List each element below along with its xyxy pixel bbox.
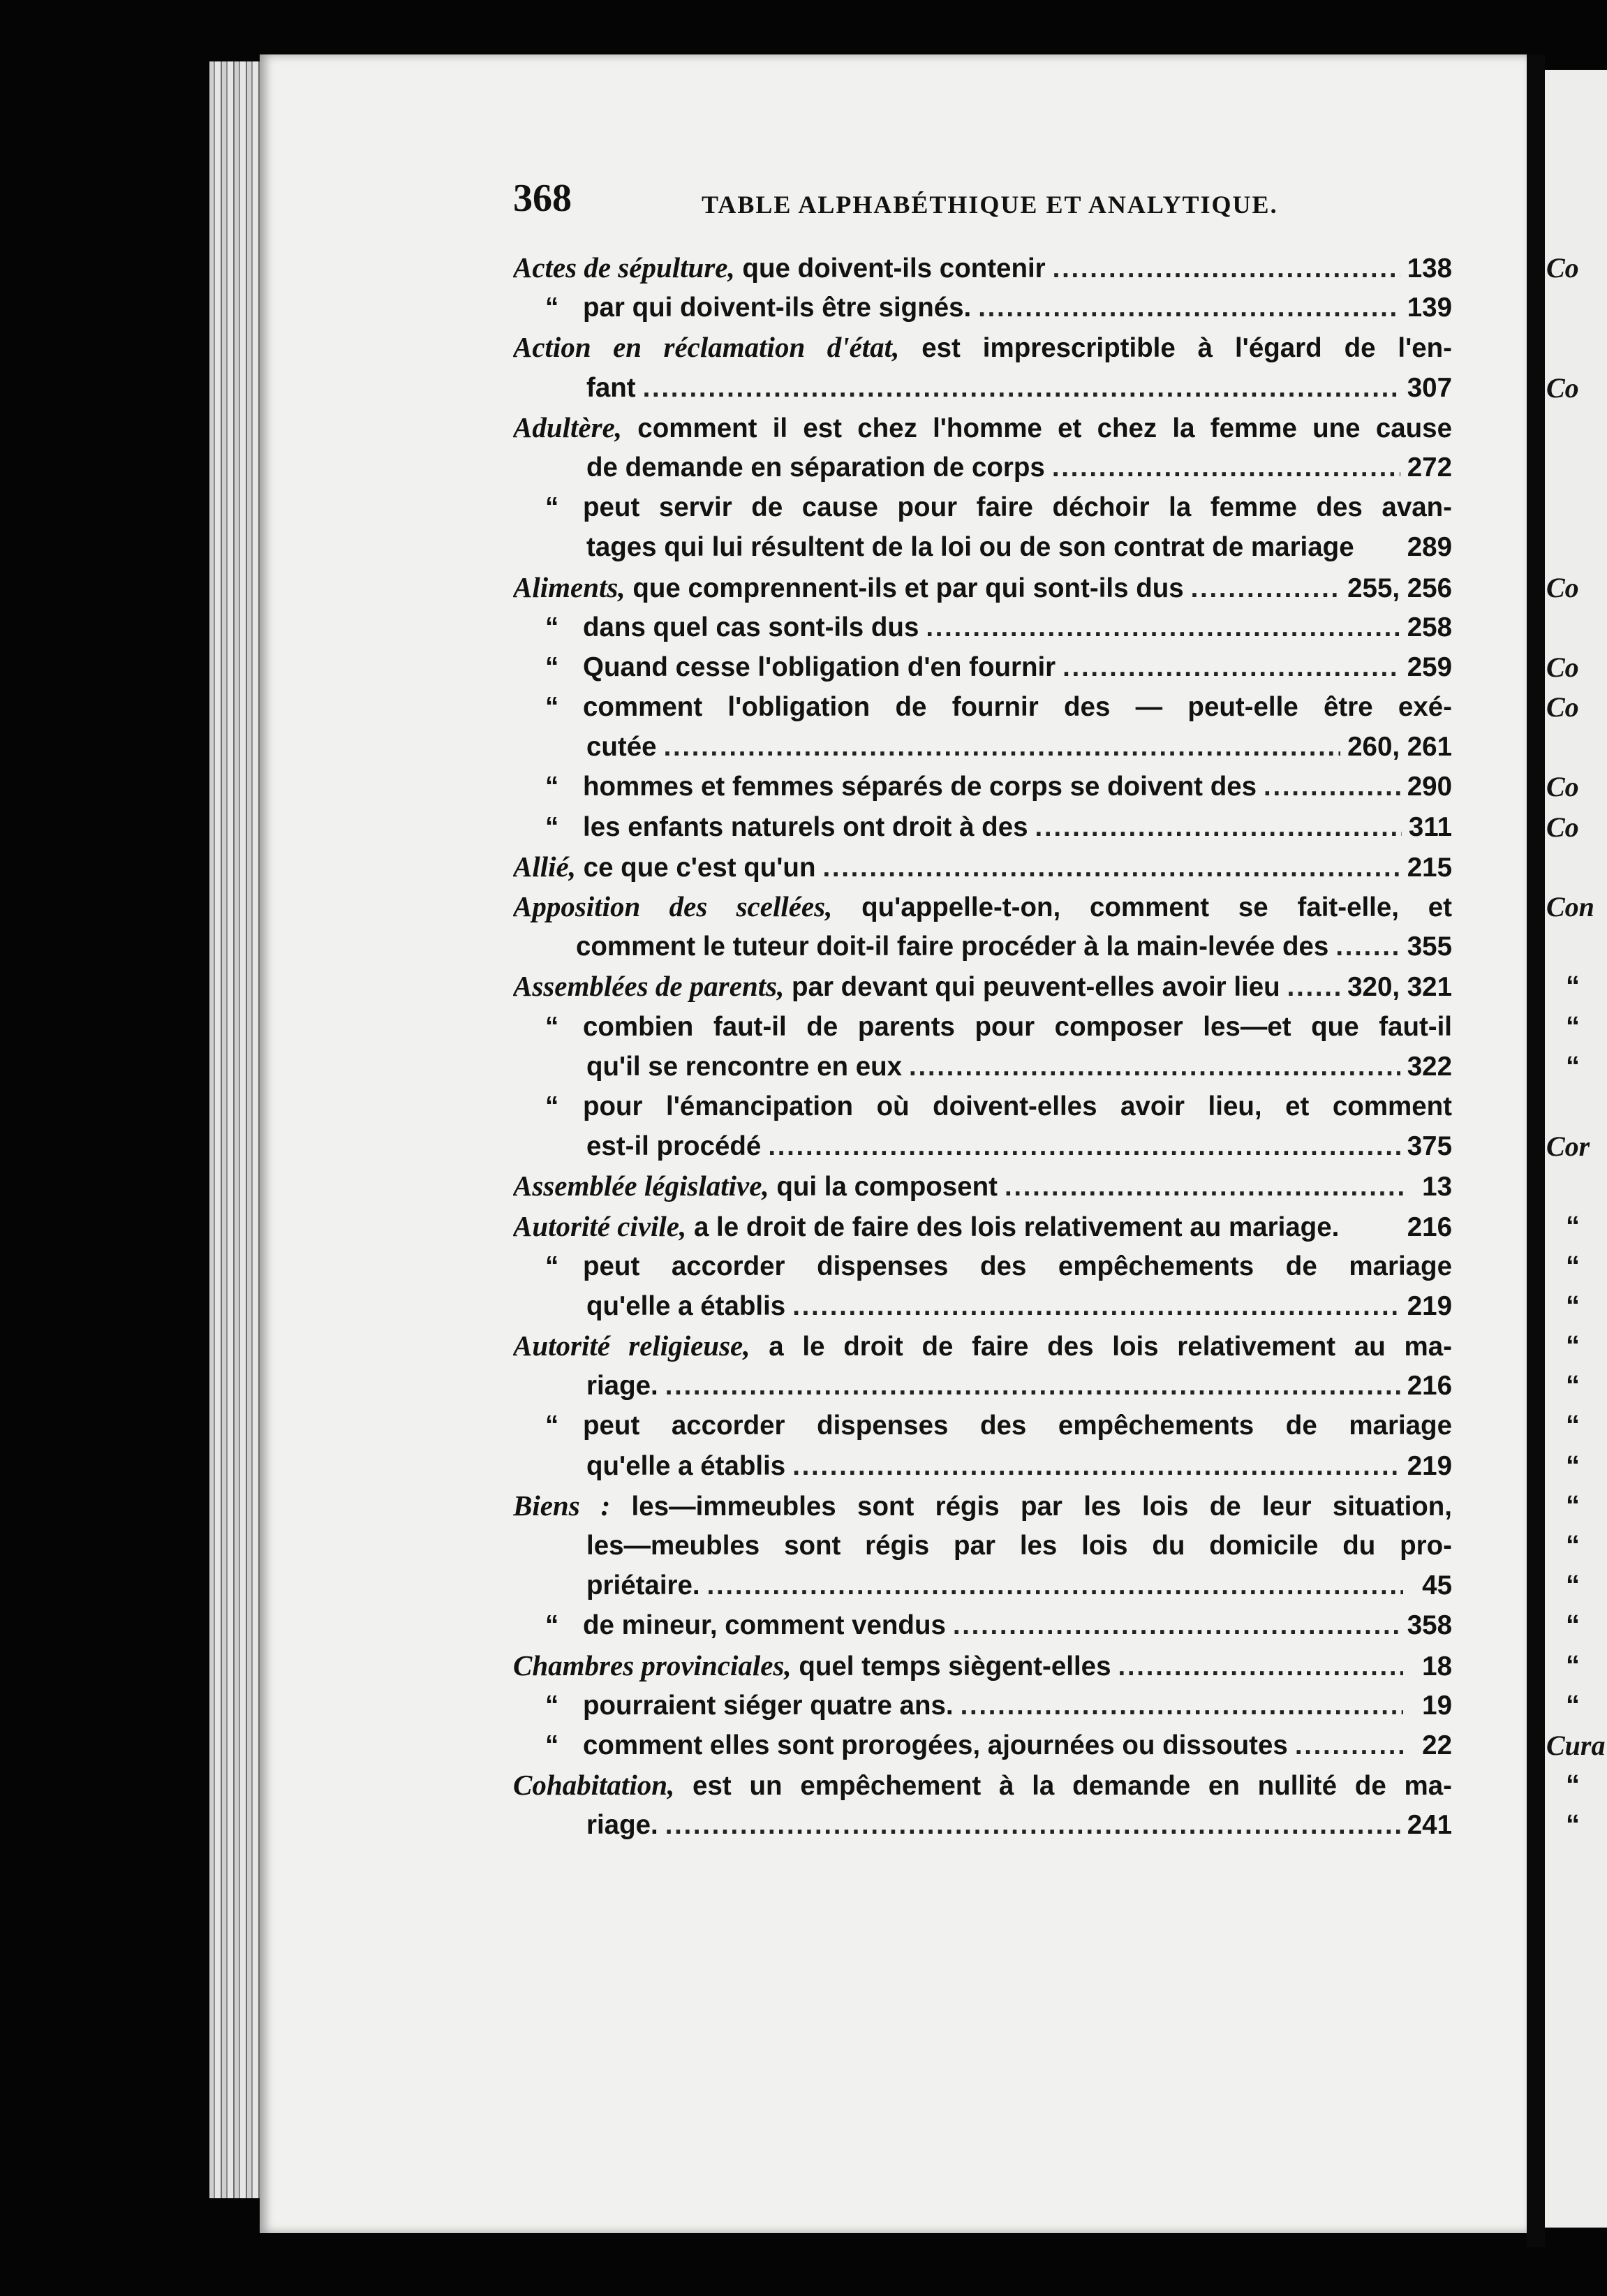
index-line [513, 1326, 1452, 1366]
facing-page-fragment: “ [1566, 1290, 1580, 1321]
index-description: pourraient siéger quatre ans. [583, 1690, 954, 1721]
index-line [513, 448, 1452, 487]
facing-page-fragment: “ [1566, 1570, 1580, 1601]
facing-page-fragment [1546, 1166, 1607, 1206]
dot-leader [768, 1126, 1400, 1166]
facing-page-fragment: Co [1546, 252, 1579, 284]
dot-leader [1264, 767, 1400, 807]
dot-leader [953, 1605, 1400, 1645]
index-line-text [583, 687, 1452, 727]
ditto-mark: “ [545, 612, 559, 642]
index-line-text [513, 328, 1452, 367]
dot-leader [822, 848, 1400, 887]
page-reference: 290 [1407, 772, 1452, 802]
index-description: a le droit de faire des lois relativement au ma- [750, 1332, 1452, 1362]
facing-page-fragment: Cor [1546, 1131, 1590, 1163]
index-description: riage. [586, 1810, 658, 1841]
index-line [513, 727, 1452, 767]
page-reference: 307 [1407, 372, 1452, 403]
index-line [513, 1246, 1452, 1286]
ditto-mark: “ [545, 811, 559, 842]
index-line-text [513, 887, 1452, 927]
index-term: Action en réclamation d'état, [513, 331, 900, 364]
ditto-mark: “ [545, 1411, 559, 1441]
facing-page-fragment: “ [1566, 1610, 1580, 1641]
page-reference: 241 [1407, 1810, 1452, 1841]
index-description: de mineur, comment vendus [583, 1610, 946, 1641]
dot-leader [1118, 1647, 1403, 1686]
running-title: TABLE ALPHABÉTHIQUE ET ANALYTIQUE. [702, 191, 1278, 219]
ditto-mark: “ [545, 1251, 559, 1281]
facing-page-fragment [1546, 527, 1607, 567]
index-line-text [583, 288, 971, 328]
index-line-text [583, 1007, 1452, 1047]
index-description: pour l'émancipation où doivent-elles avoir lieu, et comment [583, 1091, 1452, 1121]
index-line-text [586, 1047, 902, 1087]
index-line-text [513, 847, 815, 887]
ditto-mark: “ [545, 1091, 559, 1121]
facing-page-fragment: “ [1566, 1450, 1580, 1481]
index-description: Quand cesse l'obligation d'en fournir [583, 652, 1056, 682]
facing-page-fragment: Co [1546, 771, 1579, 803]
index-line-text [513, 408, 1452, 448]
dot-leader [665, 1366, 1400, 1406]
facing-page-fragment: “ [1566, 1689, 1580, 1721]
facing-page-fragment [1546, 328, 1607, 367]
index-description: peut accorder dispenses des empêchements de mariage [583, 1411, 1452, 1441]
page-reference: 311 [1408, 811, 1452, 842]
page-reference: 260, 261 [1347, 732, 1452, 763]
index-line [513, 1047, 1452, 1087]
index-description: est-il procédé [586, 1131, 762, 1162]
ditto-mark: “ [545, 293, 559, 323]
index-line [513, 608, 1452, 647]
index-line [513, 1725, 1452, 1765]
page-reference: 375 [1407, 1131, 1452, 1162]
page-reference: 322 [1407, 1051, 1452, 1082]
dot-leader [1295, 1725, 1403, 1765]
index-line-text [513, 1765, 1452, 1805]
index-line-text [586, 448, 1045, 487]
facing-page-fragment: Co [1546, 691, 1579, 723]
page-reference: 18 [1422, 1651, 1452, 1681]
index-line [513, 927, 1452, 966]
index-line-text [583, 1406, 1452, 1445]
index-line [513, 1526, 1452, 1566]
index-line-text [513, 966, 1280, 1006]
index-line [513, 1646, 1452, 1686]
page-reference: 219 [1407, 1450, 1452, 1481]
facing-page-fragment: Co [1546, 371, 1579, 404]
index-description: priétaire. [586, 1570, 700, 1601]
facing-page-fragment: “ [1566, 1530, 1580, 1561]
index-description: riage. [586, 1371, 658, 1401]
index-description: quel temps siègent-elles [791, 1651, 1111, 1681]
facing-page-fragment: “ [1566, 1769, 1580, 1801]
dot-leader [643, 368, 1400, 408]
index-line [513, 687, 1452, 727]
index-description: comment il est chez l'homme et chez la femme une cause [622, 413, 1452, 443]
page-reference: 138 [1407, 253, 1452, 284]
facing-page-fragment: “ [1566, 1010, 1580, 1042]
index-description: tages qui lui résultent de la loi ou de son contrat de mariage [586, 532, 1354, 563]
page-header [513, 176, 1487, 232]
index-term: Allié, [513, 850, 576, 883]
page-reference: 216 [1407, 1212, 1452, 1242]
dot-leader [1035, 807, 1402, 847]
index-description: comment le tuteur doit-il faire procéder à la main-levée des [576, 932, 1329, 962]
index-line-text [513, 1166, 998, 1206]
index-line [513, 1406, 1452, 1445]
index-line-text [513, 1486, 1452, 1526]
index-line-text [586, 1366, 658, 1406]
dot-leader [1287, 967, 1340, 1006]
facing-page-fragment [1546, 847, 1607, 887]
dot-leader [665, 1805, 1400, 1845]
index-description: fant [586, 372, 636, 403]
index-line [513, 1805, 1452, 1845]
page-reference: 259 [1407, 652, 1452, 682]
dot-leader [792, 1286, 1400, 1326]
index-description: a le droit de faire des lois relativement au mariage. [686, 1212, 1340, 1242]
page-number: 368 [513, 177, 572, 220]
index-line-text [513, 1326, 1452, 1366]
facing-page-fragment [1546, 608, 1607, 647]
facing-page-fragment: “ [1566, 971, 1580, 1002]
ditto-mark: “ [545, 652, 559, 682]
facing-page-fragment: “ [1566, 1050, 1580, 1082]
index-line-text [583, 1246, 1452, 1286]
page-reference: 255, 256 [1347, 573, 1452, 603]
page-reference: 216 [1407, 1371, 1452, 1401]
facing-page-fragment: Co [1546, 651, 1579, 683]
index-line-text [513, 248, 1046, 288]
index-line-text [583, 807, 1028, 847]
ditto-mark: “ [545, 1690, 559, 1721]
dot-leader [707, 1566, 1403, 1605]
dot-leader [909, 1047, 1400, 1087]
index-line [513, 288, 1452, 328]
page-reference: 45 [1422, 1570, 1452, 1601]
index-line [513, 328, 1452, 367]
dot-leader [1053, 249, 1400, 288]
index-line-text [583, 1087, 1452, 1126]
index-line [513, 1007, 1452, 1047]
facing-page-fragment [1546, 487, 1607, 527]
facing-page-fragment: “ [1566, 1410, 1580, 1441]
facing-page-fragment: “ [1566, 1489, 1580, 1521]
index-description: hommes et femmes séparés de corps se doivent des [583, 772, 1257, 802]
index-description: de demande en séparation de corps [586, 452, 1045, 483]
index-description: combien faut-il de parents pour composer les—et que faut-il [583, 1011, 1452, 1042]
index-line [513, 1605, 1452, 1645]
facing-page-fragment: Co [1546, 571, 1579, 603]
page-edges [209, 61, 265, 2198]
facing-page-fragment [1546, 727, 1607, 767]
index-description: que comprennent-ils et par qui sont-ils dus [625, 573, 1184, 603]
dot-leader [926, 608, 1400, 647]
index-term: Cohabitation, [513, 1769, 675, 1802]
index-description: est imprescriptible à l'égard de l'en- [899, 333, 1452, 364]
index-line-text [513, 1207, 1339, 1246]
index-description: par qui doivent-ils être signés. [583, 293, 972, 323]
facing-page-fragment: “ [1566, 1649, 1580, 1681]
index-line-text [586, 1126, 761, 1166]
index-line-text [586, 1526, 1452, 1566]
page-reference: 215 [1407, 852, 1452, 883]
index-line-text [513, 568, 1184, 608]
dot-leader [961, 1686, 1403, 1725]
index-line-text [586, 1446, 785, 1486]
index-description: ce que c'est qu'un [575, 852, 816, 883]
index-line-text [586, 527, 1354, 567]
book-gutter [1527, 54, 1545, 2247]
index-line [513, 368, 1452, 408]
index-line [513, 1686, 1452, 1725]
facing-page-fragment [1546, 408, 1607, 448]
index-line [513, 408, 1452, 448]
index-description: qu'appelle-t-on, comment se fait-elle, et [832, 892, 1452, 922]
dot-leader [1052, 448, 1400, 487]
index-line-text [583, 1686, 954, 1725]
dot-leader [664, 727, 1341, 767]
index-line-text [586, 1566, 700, 1605]
index-description: par devant qui peuvent-elles avoir lieu [784, 972, 1280, 1003]
index-line [513, 1486, 1452, 1526]
index-line [513, 807, 1452, 847]
facing-page-fragment: Co [1546, 811, 1579, 843]
index-line-text [583, 767, 1257, 807]
index-description: qu'il se rencontre en eux [586, 1051, 903, 1082]
index-line [513, 1566, 1452, 1605]
index-line-text [513, 1646, 1111, 1686]
index-line [513, 1207, 1452, 1246]
ditto-mark: “ [545, 692, 559, 723]
index-line [513, 966, 1452, 1006]
facing-page-fragment [1546, 927, 1607, 966]
index-term: Assemblée législative, [513, 1170, 769, 1202]
index-line [513, 527, 1452, 567]
index-description: que doivent-ils contenir [734, 253, 1046, 284]
index-line [513, 887, 1452, 927]
index-line-text [583, 1725, 1288, 1765]
facing-page-fragment [1546, 448, 1607, 487]
index-description: les—immeubles sont régis par les lois de leur situation, [610, 1491, 1452, 1522]
index-term: Actes de sépulture, [513, 251, 735, 284]
page-reference: 320, 321 [1347, 972, 1452, 1003]
index-description: qui la composent [769, 1172, 998, 1202]
index-description: dans quel cas sont-ils dus [583, 612, 919, 642]
dot-leader [1191, 568, 1340, 608]
ditto-mark: “ [545, 1610, 559, 1641]
index-line-text [586, 1286, 785, 1326]
index-line [513, 568, 1452, 608]
index-line [513, 1166, 1452, 1206]
facing-page-fragment: “ [1566, 1210, 1580, 1242]
index-line-text [586, 1805, 658, 1845]
index-line [513, 1087, 1452, 1126]
index-line-text [586, 368, 636, 408]
index-term: Autorité civile, [513, 1209, 687, 1242]
facing-page-fragment: “ [1566, 1809, 1580, 1841]
index-description: comment l'obligation de fournir des — peut-elle être exé- [583, 692, 1452, 723]
index-term: Aliments, [513, 571, 625, 603]
index-line-text [576, 927, 1328, 966]
index-term: Autorité religieuse, [513, 1330, 750, 1362]
facing-page-fragment [1546, 288, 1607, 328]
index-line-text [583, 1605, 946, 1645]
page-reference: 358 [1407, 1610, 1452, 1641]
index-line [513, 1446, 1452, 1486]
index-line [513, 647, 1452, 687]
index-description: les—meubles sont régis par les lois du domicile du pro- [586, 1531, 1452, 1561]
index-description: qu'elle a établis [586, 1450, 786, 1481]
page-reference: 355 [1407, 932, 1452, 962]
index-line-text [583, 647, 1056, 687]
index-description: les enfants naturels ont droit à des [583, 811, 1028, 842]
dot-leader [978, 288, 1400, 328]
facing-page-fragment: “ [1566, 1370, 1580, 1401]
index-term: Apposition des scellées, [513, 890, 833, 922]
page-reference: 19 [1422, 1690, 1452, 1721]
index-line-text [583, 608, 919, 647]
facing-page-fragment: “ [1566, 1330, 1580, 1362]
facing-page-fragment: “ [1566, 1250, 1580, 1281]
dot-leader [792, 1446, 1400, 1486]
ditto-mark: “ [545, 1011, 559, 1042]
page-reference: 139 [1407, 293, 1452, 323]
facing-page-fragments [1546, 248, 1607, 1846]
index-term: Assemblées de parents, [513, 970, 785, 1003]
index-line [513, 767, 1452, 807]
index-line [513, 847, 1452, 887]
index-entries [513, 248, 1452, 1846]
facing-page-fragment: Con [1546, 891, 1594, 922]
facing-page-fragment: Cura [1546, 1729, 1606, 1761]
index-term: Adultère, [513, 411, 623, 443]
index-line [513, 1126, 1452, 1166]
page-reference: 13 [1422, 1172, 1452, 1202]
index-term: Chambres provinciales, [513, 1649, 792, 1681]
ditto-mark: “ [545, 1730, 559, 1760]
index-description: est un empêchement à la demande en nullité de ma- [674, 1771, 1452, 1802]
index-description: comment elles sont prorogées, ajournées ou dissoutes [583, 1730, 1288, 1760]
page-reference: 219 [1407, 1290, 1452, 1321]
dot-leader [1062, 647, 1400, 687]
index-term: Biens : [513, 1489, 611, 1522]
page-reference: 289 [1407, 532, 1452, 563]
ditto-mark: “ [545, 492, 559, 523]
facing-page-fragment [1546, 1087, 1607, 1126]
index-line-text [586, 727, 657, 767]
index-description: qu'elle a établis [586, 1290, 786, 1321]
index-description: peut servir de cause pour faire déchoir la femme des avan- [583, 492, 1452, 523]
ditto-mark: “ [545, 772, 559, 802]
dot-leader [1335, 927, 1400, 966]
index-line-text [583, 487, 1452, 527]
dot-leader [1005, 1167, 1403, 1206]
page-reference: 272 [1407, 452, 1452, 483]
page-reference: 22 [1422, 1730, 1452, 1760]
index-line [513, 1765, 1452, 1805]
index-line [513, 248, 1452, 288]
index-line [513, 1286, 1452, 1326]
page-reference: 258 [1407, 612, 1452, 642]
index-line [513, 487, 1452, 527]
index-line [513, 1366, 1452, 1406]
index-description: cutée [586, 732, 657, 763]
index-description: peut accorder dispenses des empêchements de mariage [583, 1251, 1452, 1281]
